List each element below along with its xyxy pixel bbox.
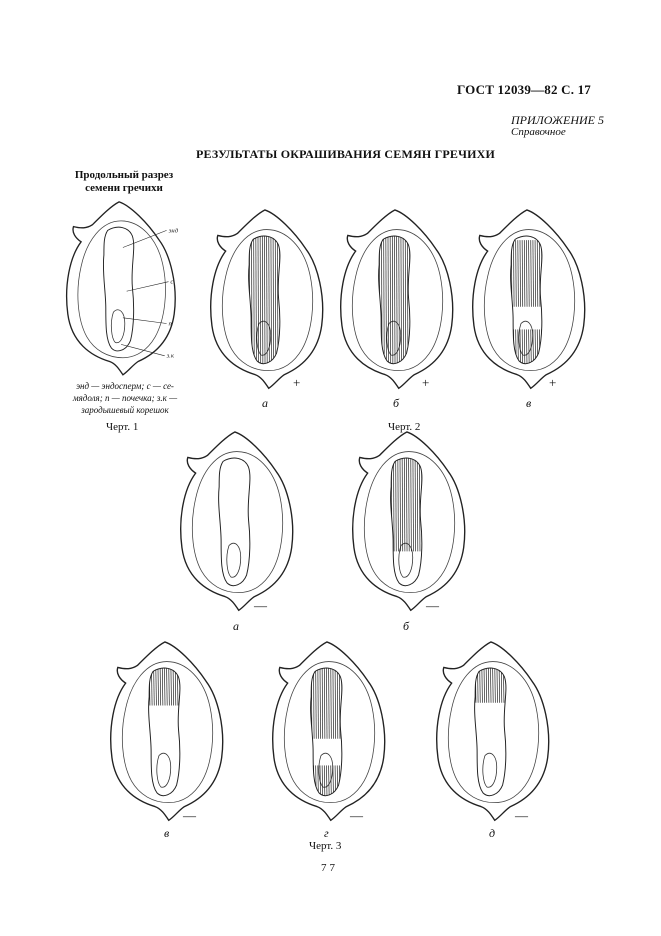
label-c-leader <box>127 282 169 292</box>
fig3-letter-v: в <box>164 826 170 840</box>
appendix-type: Справочное <box>511 126 566 138</box>
fig2-letter-v: в <box>526 396 532 410</box>
stain-stroke <box>377 233 378 366</box>
stain-stroke <box>342 665 343 738</box>
embryo <box>219 458 250 586</box>
appendix-label: ПРИЛОЖЕНИЕ 5 <box>511 113 604 127</box>
label-end: энд <box>168 227 179 235</box>
label-p: п <box>168 320 172 328</box>
fig3-sign-v: — <box>183 808 196 823</box>
fig2-seed-b <box>338 208 456 394</box>
figure1-heading-line1: Продольный разрез <box>74 169 174 181</box>
figure1-seed-section <box>64 200 178 381</box>
stain-stroke <box>389 455 390 551</box>
stain-stroke <box>247 233 248 366</box>
fig3-seed-v <box>108 640 226 826</box>
fig3-seed-a <box>178 430 296 616</box>
stain-stroke <box>508 665 509 702</box>
fig3-letter-g: г <box>324 826 329 840</box>
label-zk: з.к <box>166 352 174 360</box>
fig2-seed-v <box>470 208 588 394</box>
stain-stroke <box>424 455 425 551</box>
label-zk-leader <box>121 344 165 355</box>
figure1-caption: Черт. 1 <box>106 421 139 433</box>
fig3-letter-a: а <box>233 619 239 633</box>
stain-stroke <box>282 233 283 366</box>
stain-stroke <box>309 665 310 738</box>
figure1-legend-line2: мядоля; п — почечка; з.к — <box>72 393 178 403</box>
fig3-seed-g <box>270 640 388 826</box>
figure3-caption: Черт. 3 <box>309 840 342 852</box>
fig3-seed-d <box>434 640 552 826</box>
label-c: с <box>170 278 174 286</box>
page-title: РЕЗУЛЬТАТЫ ОКРАШИВАНИЯ СЕМЯН ГРЕЧИХИ <box>196 147 496 161</box>
stain-stroke <box>544 329 545 366</box>
page-number: 77 <box>321 862 338 874</box>
stain-stroke <box>511 329 512 366</box>
stain-stroke <box>147 668 148 705</box>
stain-stroke <box>412 233 413 366</box>
figure1-legend-line3: зародышевый корешок <box>81 405 169 415</box>
stain-stroke <box>344 665 345 738</box>
figure1-legend-line1: энд — эндосперм; с — се- <box>76 381 174 391</box>
fig3-sign-b: — <box>426 598 439 613</box>
figure1-heading-line2: семени гречихи <box>85 182 163 194</box>
fig2-sign-v: + <box>549 375 557 390</box>
fig2-sign-a: + <box>293 375 301 390</box>
figure2-caption: Черт. 2 <box>388 421 421 433</box>
embryo <box>103 227 133 351</box>
fig3-sign-g: — <box>350 808 363 823</box>
fig2-sign-b: + <box>422 375 430 390</box>
fig3-letter-d: д <box>489 826 496 840</box>
stain-stroke <box>473 665 474 702</box>
stain-stroke <box>544 240 545 307</box>
fig3-letter-b: б <box>403 619 410 633</box>
stain-stroke <box>311 765 312 798</box>
fig3-sign-a: — <box>254 598 267 613</box>
fig3-seed-b <box>350 430 468 616</box>
fig3-sign-d: — <box>515 808 528 823</box>
stain-stroke <box>182 668 183 705</box>
fig2-letter-a: а <box>262 396 268 410</box>
stain-stroke <box>344 765 345 798</box>
fig2-letter-b: б <box>393 396 400 410</box>
standard-header: ГОСТ 12039—82 С. 17 <box>457 82 591 97</box>
stain-stroke <box>309 765 310 798</box>
stain-stroke <box>509 240 510 307</box>
stain-stroke <box>509 329 510 366</box>
fig2-seed-a <box>208 208 326 394</box>
